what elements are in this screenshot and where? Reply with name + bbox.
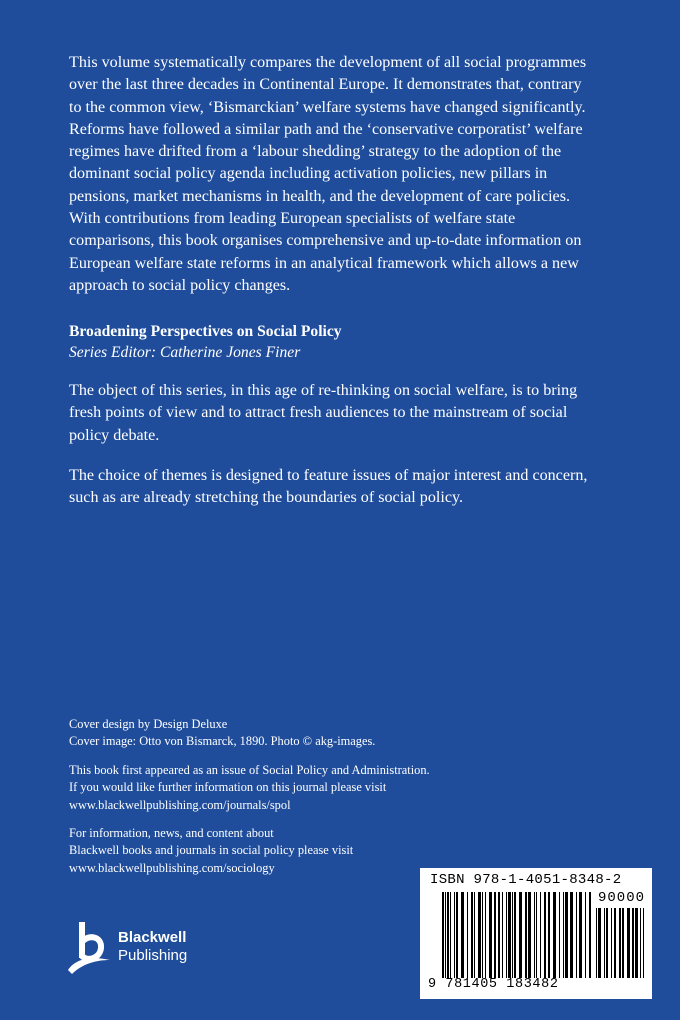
blurb-line: comparisons, this book organises comprehensive and up-to-date information on	[69, 232, 582, 250]
blurb-line: pensions, market mechanisms in health, and the development of care policies.	[69, 187, 570, 205]
series-description	[69, 380, 629, 447]
cover-design-credit: Cover design by Design Deluxe	[69, 717, 228, 731]
cover-image-credit: Cover image: Otto von Bismarck, 1890. Photo © akg-images.	[69, 734, 376, 749]
info-note-line: For information, news, and content about	[69, 826, 274, 840]
series-title: Broadening Perspectives on Social Policy	[69, 323, 342, 340]
journal-note-line: If you would like further information on this journal please visit	[69, 780, 387, 795]
series-editor: Series Editor: Catherine Jones Finer	[69, 344, 301, 361]
blurb-line: European welfare state reforms in an analytical framework which allows a new	[69, 254, 579, 272]
blurb-line: approach to social policy changes.	[69, 276, 291, 294]
barcode-addon-digits: 90000	[598, 890, 646, 906]
publisher-logo	[66, 920, 206, 976]
blurb-line: This volume systematically compares the development of all social programmes	[69, 54, 587, 71]
blurb-line: Reforms have followed a similar path and the ‘conservative corporatist’ welfare	[69, 120, 583, 138]
isbn-barcode	[420, 868, 652, 999]
blurb-line: With contributions from leading European specialists of welfare state	[69, 210, 516, 228]
series-description-line: policy debate.	[69, 426, 160, 444]
cover-credits	[69, 716, 529, 751]
ean-barcode-bars	[442, 892, 592, 978]
ean-digits: 9 781405 183482	[428, 977, 559, 992]
series-themes-line: such as are already stretching the boundaries of social policy.	[69, 489, 464, 507]
isbn-label: ISBN 978-1-4051-8348-2	[430, 872, 622, 888]
series-description-line: fresh points of view and to attract fresh audiences to the mainstream of social	[69, 404, 568, 422]
journal-note-line: This book first appeared as an issue of Social Policy and Administration.	[69, 763, 430, 777]
info-note-line: Blackwell books and journals in social policy please visit	[69, 843, 354, 858]
series-themes	[69, 465, 629, 510]
publisher-name	[118, 929, 187, 965]
journal-url[interactable]: www.blackwellpublishing.com/journals/spol	[69, 797, 291, 812]
blurb-line: to the common view, ‘Bismarckian’ welfare systems have changed significantly.	[69, 98, 586, 116]
series-themes-line: The choice of themes is designed to feature issues of major interest and concern,	[69, 467, 588, 484]
publisher-name-line1: Blackwell	[118, 929, 187, 946]
addon-barcode-bars	[596, 908, 646, 978]
book-blurb	[69, 52, 629, 297]
sociology-url[interactable]: www.blackwellpublishing.com/sociology	[69, 860, 275, 875]
blurb-line: dominant social policy agenda including activation policies, new pillars in	[69, 165, 548, 183]
journal-note	[69, 762, 529, 814]
blackwell-b-logo-icon	[66, 920, 112, 976]
blurb-line: over the last three decades in Continental Europe. It demonstrates that, contrary	[69, 76, 582, 94]
blurb-line: regimes have drifted from a ‘labour shedding’ strategy to the adoption of the	[69, 143, 562, 161]
publisher-name-line2: Publishing	[118, 947, 188, 964]
series-description-line: The object of this series, in this age of re-thinking on social welfare, is to bring	[69, 382, 578, 399]
